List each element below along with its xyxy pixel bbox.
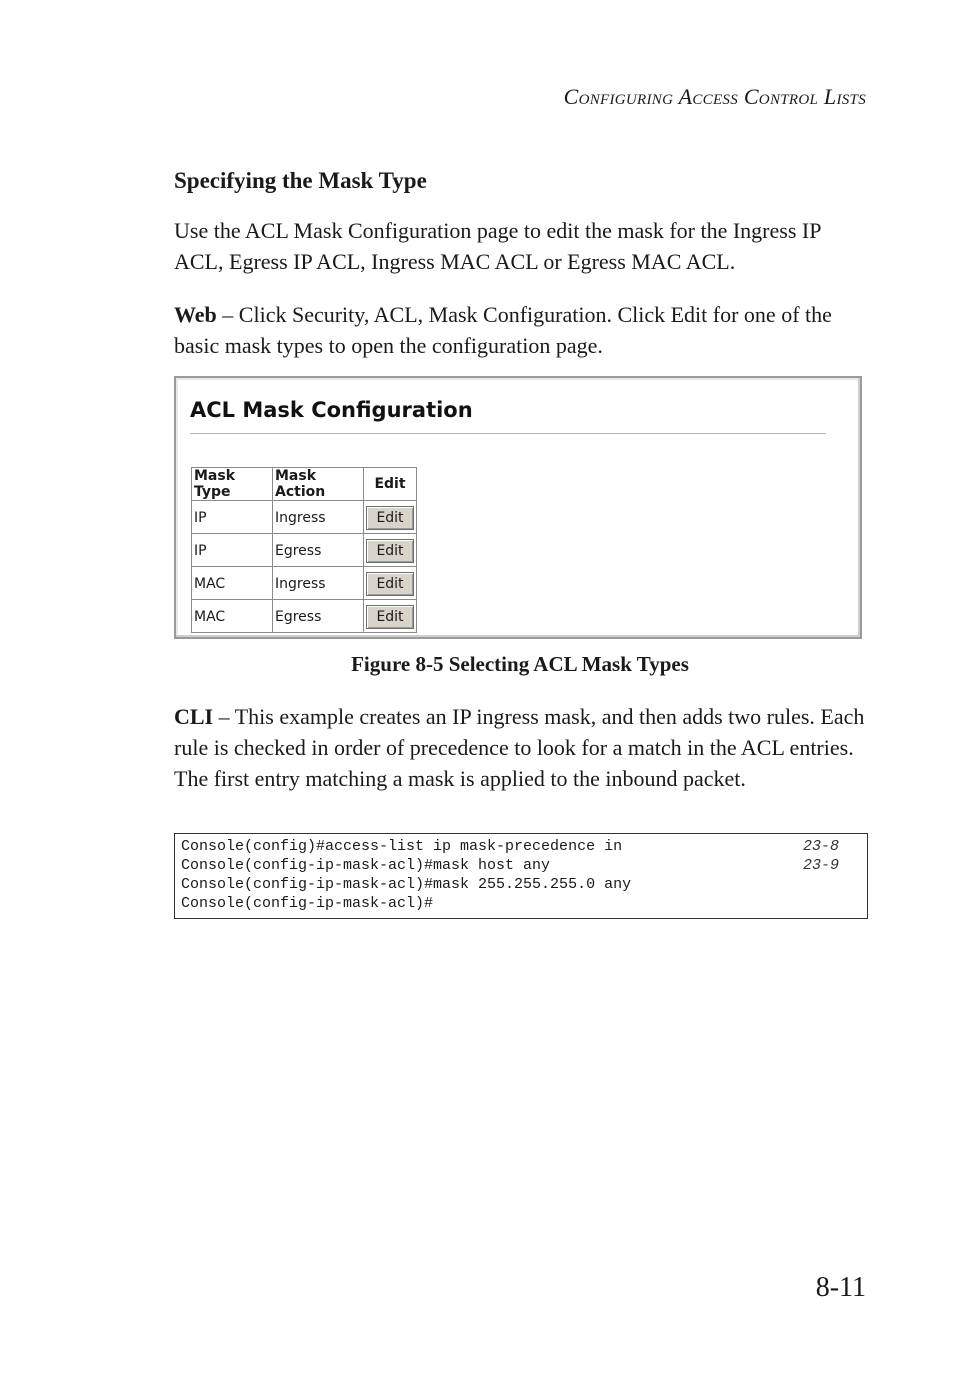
- edit-button[interactable]: Edit: [366, 506, 414, 530]
- mask-table: [191, 467, 417, 633]
- code-line: Console(config-ip-mask-acl)#: [181, 895, 434, 912]
- cli-text: – This example creates an IP ingress mask, and then adds two rules. Each rule is checked in order of precedence to look for a match in the ACL entries. The first entry matching a mask is applied to the inbound packet.: [174, 704, 865, 791]
- code-line: Console(config)#access-list ip mask-precedence in: [181, 838, 623, 855]
- edit-cell: [364, 600, 417, 633]
- edit-cell: [364, 567, 417, 600]
- mask-type-cell: MAC: [192, 567, 273, 600]
- edit-cell: [364, 534, 417, 567]
- page-number: 8-11: [815, 1272, 866, 1303]
- web-paragraph: [174, 299, 874, 361]
- panel-title: ACL Mask Configuration: [190, 398, 473, 422]
- edit-button[interactable]: Edit: [366, 572, 414, 596]
- code-line: Console(config-ip-mask-acl)#mask host any: [181, 857, 551, 874]
- code-block: [174, 833, 868, 919]
- code-reference: 23-8: [803, 838, 840, 855]
- cli-label: CLI: [174, 704, 214, 729]
- section-heading: Specifying the Mask Type: [174, 168, 427, 193]
- edit-cell: [364, 501, 417, 534]
- web-text: – Click Security, ACL, Mask Configuration. Click Edit for one of the basic mask types to open the configuration page.: [174, 302, 832, 358]
- header-edit: Edit: [364, 468, 417, 501]
- table-row: [192, 567, 417, 600]
- table-header-row: [192, 468, 417, 501]
- mask-action-cell: Ingress: [273, 501, 364, 534]
- mask-action-cell: Egress: [273, 600, 364, 633]
- web-label: Web: [174, 302, 217, 327]
- running-head: Configuring Access Control Lists: [563, 84, 866, 109]
- code-reference: 23-9: [803, 857, 840, 874]
- header-mask-action: Mask Action: [273, 468, 364, 501]
- mask-type-cell: MAC: [192, 600, 273, 633]
- mask-action-cell: Ingress: [273, 567, 364, 600]
- figure-caption: Figure 8-5 Selecting ACL Mask Types: [351, 652, 689, 676]
- mask-type-cell: IP: [192, 501, 273, 534]
- acl-mask-screenshot: [174, 376, 862, 639]
- cli-paragraph: [174, 701, 874, 794]
- code-line: Console(config-ip-mask-acl)#mask 255.255.255.0 any: [181, 876, 632, 893]
- header-mask-type: Mask Type: [192, 468, 273, 501]
- intro-paragraph: Use the ACL Mask Configuration page to edit the mask for the Ingress IP ACL, Egress IP ACL, Ingress MAC ACL or Egress MAC ACL.: [174, 218, 821, 274]
- table-row: [192, 534, 417, 567]
- panel-divider: [190, 433, 826, 434]
- mask-type-cell: IP: [192, 534, 273, 567]
- mask-action-cell: Egress: [273, 534, 364, 567]
- table-row: [192, 600, 417, 633]
- edit-button[interactable]: Edit: [366, 605, 414, 629]
- table-row: [192, 501, 417, 534]
- edit-button[interactable]: Edit: [366, 539, 414, 563]
